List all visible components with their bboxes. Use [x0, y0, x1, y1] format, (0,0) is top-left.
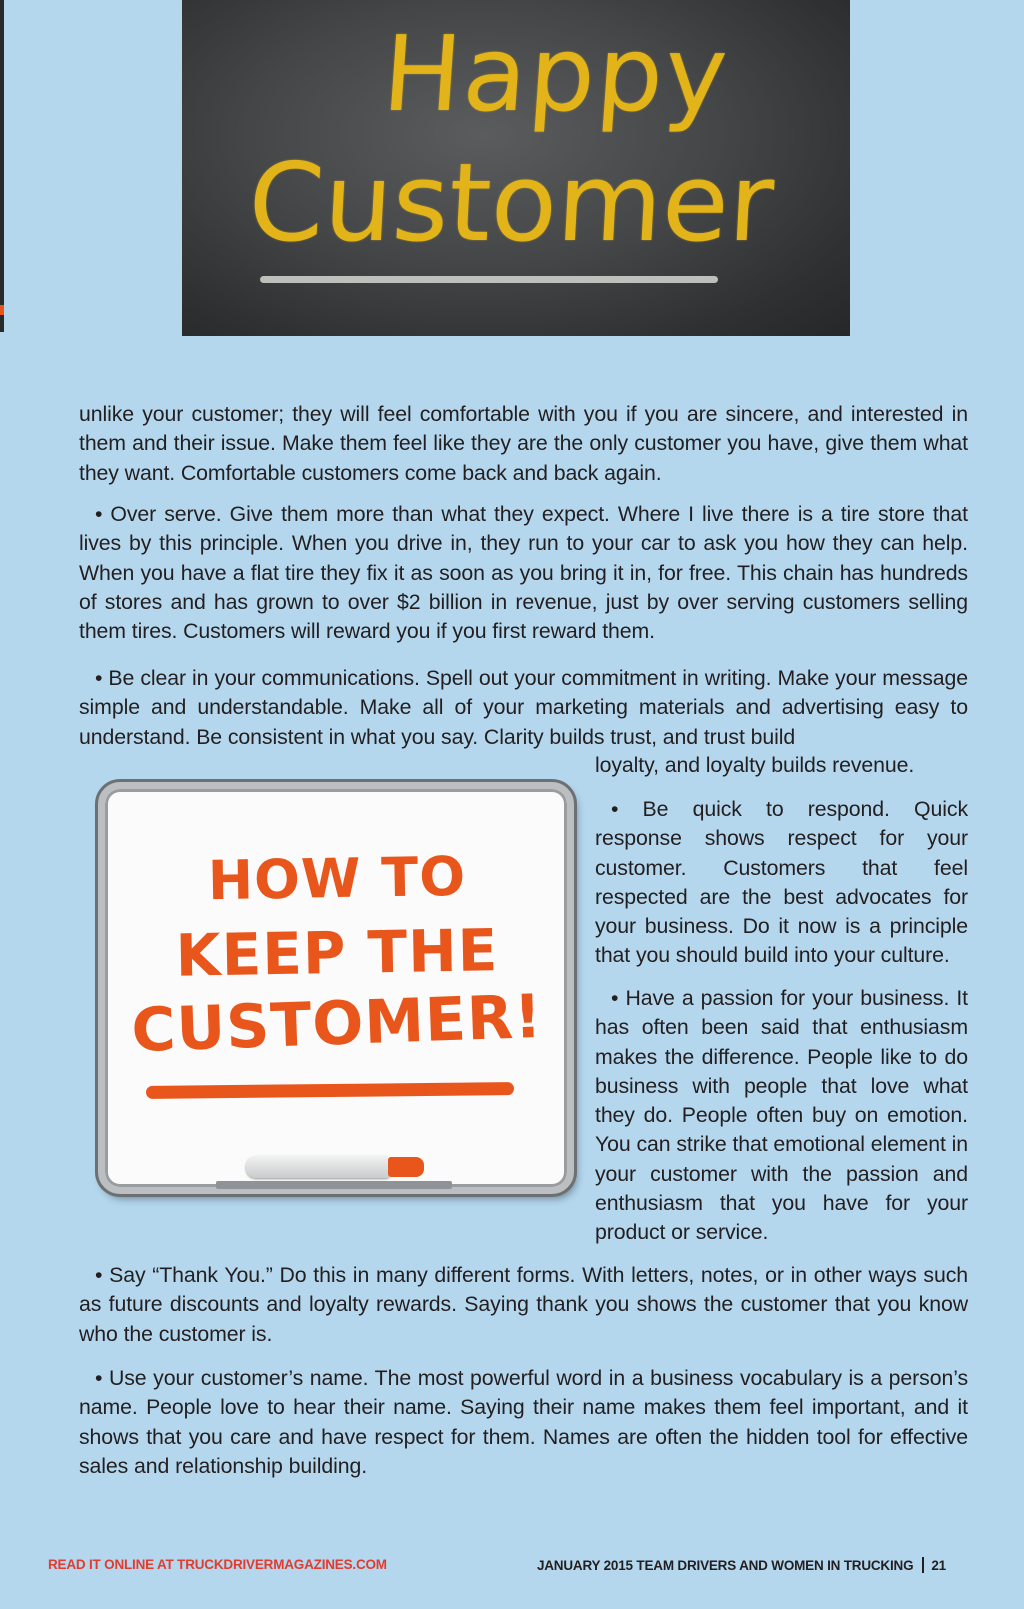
- article-paragraph-customer-name: • Use your customer’s name. The most powerful word in a business vocabulary is a person’s name. People love to hear their name. Saying their name makes them feel important, and it shows that you care and have respect for them. Names are often the hidden tool for effective sales and relationship building.: [79, 1366, 968, 1478]
- footer-divider: [922, 1557, 924, 1573]
- chalk-word-happy: Happy: [378, 13, 734, 135]
- footer-issue-date: JANUARY 2015: [536, 1558, 633, 1573]
- footer-publication-name: TEAM DRIVERS AND WOMEN IN TRUCKING: [636, 1558, 914, 1573]
- whiteboard-line-2: KEEP THE: [175, 916, 499, 990]
- footer-folio: [537, 1557, 946, 1573]
- footer-website-link[interactable]: READ IT ONLINE AT TRUCKDRIVERMAGAZINES.COM: [48, 1557, 387, 1572]
- chalk-word-customer: Customer: [245, 141, 777, 266]
- article-paragraph-thank-you: • Say “Thank You.” Do this in many different forms. With letters, notes, or in other ways such as future discounts and loyalty rewards. Saying thank you shows the customer that you know who the customer is.: [79, 1263, 968, 1346]
- marker-icon: [246, 1156, 390, 1178]
- page-edge-accent: [0, 305, 4, 315]
- article-paragraph-comfortable: unlike your customer; they will feel comfortable with you if you are sincere, and interested in them and their issue. Make them feel like they are the only customer you have, give them what they want. Comfortable customers come back and back again.: [79, 402, 968, 485]
- whiteboard-tray: [216, 1181, 452, 1189]
- article-paragraph-be-clear-end: loyalty, and loyalty builds revenue.: [595, 753, 915, 777]
- article-paragraph-over-serve: • Over serve. Give them more than what they expect. Where I live there is a tire store that lives by this principle. When you drive in, they run to your car to ask you how they can help. When you have a flat tire they fix it as soon as you bring it in, for free. This chain has hundreds of stores and has grown to over $2 billion in revenue, just by over serving customers selling them tires. Customers will reward you if you first reward them.: [79, 502, 968, 644]
- marker-cap-icon: [388, 1157, 424, 1177]
- article-paragraph-be-clear: • Be clear in your communications. Spell out your commitment in writing. Make your message simple and understandable. Make all of your marketing materials and advertising easy to understand. Be consistent in what you say. Clarity builds trust, and trust build: [79, 666, 968, 749]
- article-paragraph-passion: • Have a passion for your business. It has often been said that enthusiasm makes the difference. People like to do business with people that love what they do. People often buy on emotion. You can strike that emotional element in your customer with the passion and enthusiasm that you have for your product or service.: [595, 986, 968, 1245]
- how-to-keep-the-customer-whiteboard-image: [98, 782, 576, 1196]
- whiteboard-line-1: HOW TO: [207, 844, 467, 913]
- article-paragraph-be-quick: • Be quick to respond. Quick response shows respect for your customer. Customers that feel respected are the best advocates for your business. Do it now is a principle that you should build into your culture.: [595, 797, 968, 968]
- page-number: 21: [931, 1558, 946, 1573]
- whiteboard-line-3: CUSTOMER!: [130, 981, 544, 1067]
- page-edge-bar: [0, 0, 4, 332]
- chalk-underline: [260, 276, 718, 283]
- happy-customer-chalkboard-image: [182, 0, 850, 336]
